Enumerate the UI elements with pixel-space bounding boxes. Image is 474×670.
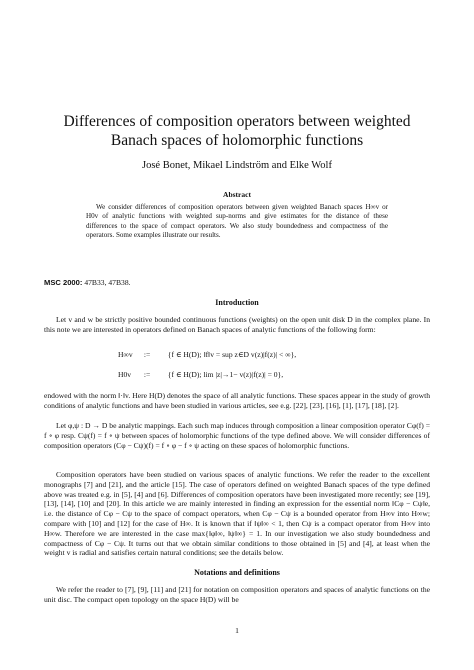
msc-label: MSC 2000: bbox=[44, 278, 83, 287]
intro-paragraph-1: Let v and w be strictly positive bounded continuous functions (weights) on the open unit disk D in the complex plane. In this note we are interested in operators defined on Banach spaces of analytic functions of the following form: bbox=[44, 315, 430, 334]
introduction-heading: Introduction bbox=[215, 298, 259, 307]
equation-2-lhs: H0v bbox=[118, 370, 132, 379]
equation-1-def: := bbox=[143, 350, 151, 359]
equation-1-rhs: {f ∈ H(D); ‖f‖v = sup z∈D v(z)|f(z)| < ∞}, bbox=[167, 350, 297, 359]
equation-1-lhs: H∞v bbox=[118, 350, 133, 359]
paper-title bbox=[0, 112, 474, 150]
abstract-heading: Abstract bbox=[223, 190, 251, 199]
equation-h-infinity bbox=[118, 350, 296, 360]
notations-heading: Notations and definitions bbox=[194, 568, 280, 577]
title-line-2: Banach spaces of holomorphic functions bbox=[110, 132, 364, 149]
equation-2-rhs: {f ∈ H(D); lim |z|→1− v(z)|f(z)| = 0}, bbox=[167, 370, 284, 379]
equation-2-def: := bbox=[143, 370, 151, 379]
msc-codes: 47B33, 47B38. bbox=[84, 278, 131, 287]
author-list: José Bonet, Mikael Lindström and Elke Wolf bbox=[142, 160, 332, 171]
notations-paragraph-1: We refer the reader to [7], [9], [11] and [21] for notation on composition operators and spaces of analytic functions on the unit disc. The compact open topology on the space H(D) will be bbox=[44, 585, 430, 604]
msc-classification bbox=[44, 278, 131, 287]
intro-paragraph-2: endowed with the norm ‖·‖v. Here H(D) denotes the space of all analytic functions. These spaces appear in the study of growth conditions of analytic functions and have been studied in various articles, see e.g. [22], [23], [16], [1], [17], [18], [2]. bbox=[44, 391, 430, 410]
abstract-text: We consider differences of composition operators between given weighted Banach spaces H∞v or H0v of analytic functions with weighted sup-norms and give estimates for the distance of these differences to the space of compact operators. We also study boundedness and compactness of the operators. Some examples illustrate our results. bbox=[86, 203, 388, 240]
intro-paragraph-4: Composition operators have been studied on various spaces of analytic functions. We refer the reader to the excellent monographs [7] and [21], and the article [15]. The case of operators defined on weighted Banach spaces of the type defined above was treated e.g. in [5], [4] and [6]. Differences of composition operators have been investigated more recently; see [19], [13], [14], [10] and [20]. In this article we are mainly interested in finding an expression for the essential norm ‖Cφ − Cψ‖e, i.e. the distance of Cφ − Cψ to the space of compact operators, when Cφ − Cψ is a bounded operator from H∞v into H∞w; compare with [10] and [12] for the case of H∞. It is known that if ‖ψ‖∞ < 1, then Cψ is a compact operator from H∞v into H∞w. Therefore we are interested in the case max{‖φ‖∞, ‖ψ‖∞} = 1. In our investigation we also study boundedness and compactness of Cφ − Cψ. It turns out that we obtain similar conditions to those obtained in [5] and [4], at least when the weight v is radial and satisfies certain natural conditions; see the details below. bbox=[44, 470, 430, 558]
intro-paragraph-3: Let φ,ψ : D → D be analytic mappings. Each such map induces through composition a linear composition operator Cφ(f) = f ∘ φ resp. Cψ(f) = f ∘ ψ between spaces of holomorphic functions of the type defined above. We will consider differences of composition operators (Cφ − Cψ)(f) = f ∘ φ − f ∘ ψ acting on these spaces of holomorphic functions. bbox=[44, 421, 430, 450]
title-line-1: Differences of composition operators between weighted bbox=[63, 113, 411, 130]
page-number: 1 bbox=[235, 626, 239, 635]
equation-h-zero bbox=[118, 370, 283, 380]
